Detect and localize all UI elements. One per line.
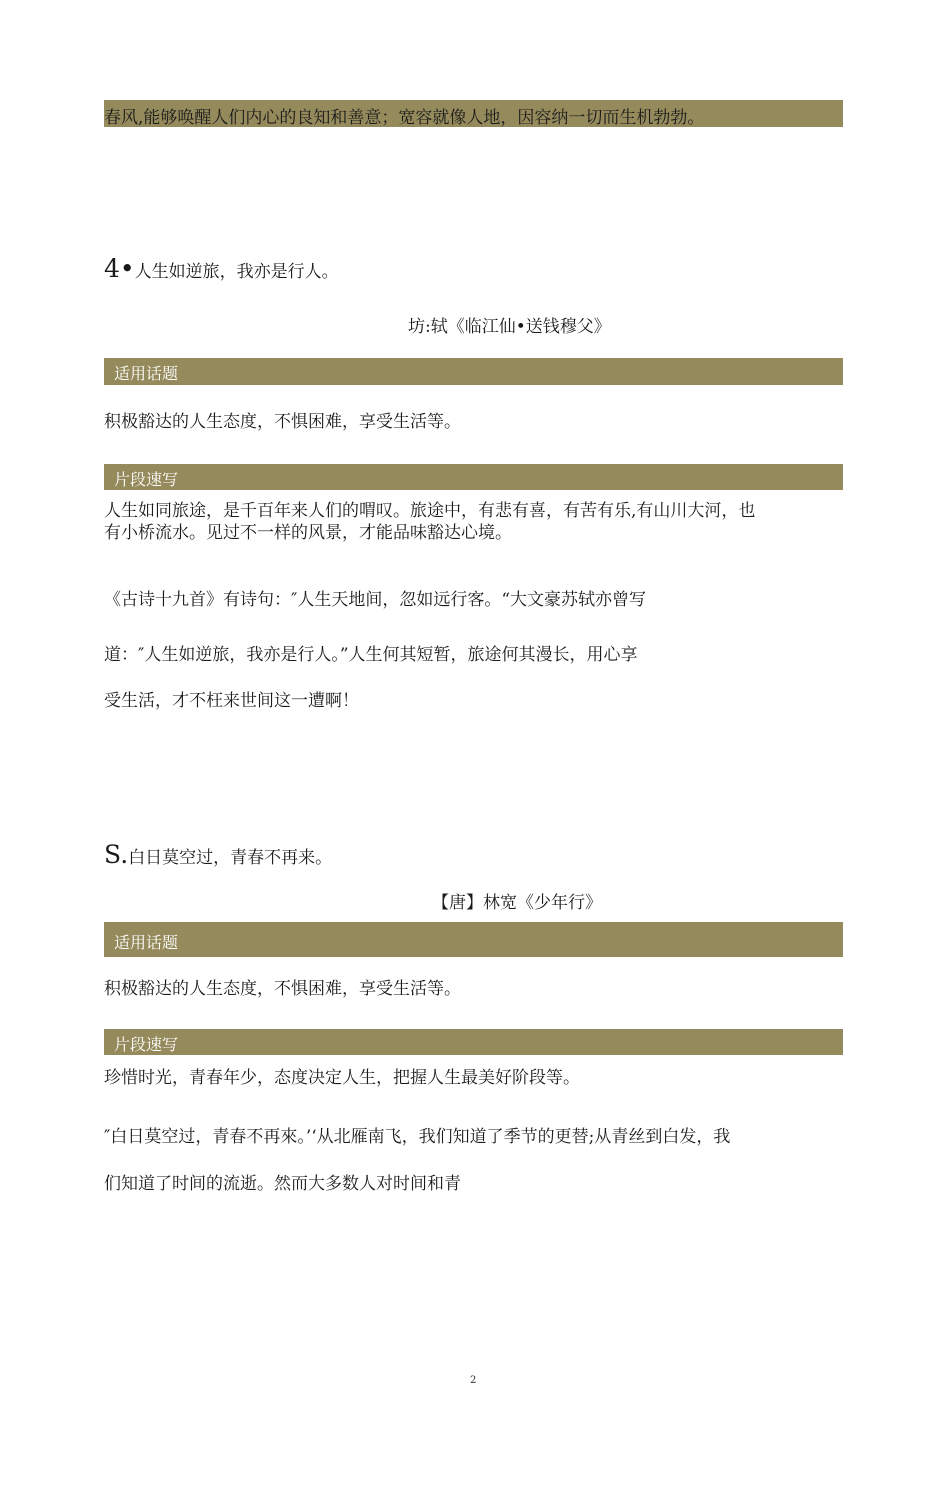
- section5-heading: [104, 840, 332, 869]
- section5-paragraph-line-1: ″白日莫空过，青春不再來。’‘从北雁南飞，我们知道了季节的更替;从青丝到白发，我: [104, 1127, 731, 1147]
- section4-paragraph-line-3: 受生活，才不枉来世间这一遭啊！: [104, 691, 359, 711]
- section4-source: 坊:轼《临江仙•送钱穆父》: [408, 317, 611, 337]
- section5-snippet-label: 片段速写: [114, 1035, 179, 1054]
- section4-topic-label: 适用话题: [114, 364, 179, 383]
- section5-quote: 白日莫空过，青春不再来。: [128, 848, 333, 868]
- intro-line: 春风,能够唤醒人们内心的良知和善意；宽容就像人地，因容纳一切而生机勃勃。: [104, 108, 705, 128]
- section4-snippet-band: [104, 464, 843, 490]
- section4-paragraph-line-1: 《古诗十九首》有诗句：″人生天地间，忽如远行客。“大文豪苏轼亦曾写: [104, 590, 647, 610]
- section5-snippet-text: 珍惜时光，青春年少，态度决定人生，把握人生最美好阶段等。: [104, 1068, 580, 1088]
- section4-snippet-line-2: 有小桥流水。见过不一样的风景，才能品味豁达心境。: [104, 523, 512, 543]
- section5-topic-label: 适用话题: [114, 933, 179, 952]
- section4-topic-text: 积极豁达的人生态度，不惧困难，享受生活等。: [104, 412, 461, 432]
- section5-number: S.: [104, 840, 129, 869]
- section4-paragraph-line-2: 道：″人生如逆旅，我亦是行人。”人生何其短暂，旅途何其漫长，用心享: [104, 645, 638, 665]
- section4-quote: 人生如逆旅，我亦是行人。: [134, 262, 339, 282]
- section4-number: 4•: [104, 254, 135, 283]
- section4-heading: [104, 254, 339, 283]
- section5-topic-text: 积极豁达的人生态度，不惧困难，享受生活等。: [104, 979, 461, 999]
- page-number: 2: [470, 1375, 477, 1386]
- section5-topic-band: [104, 922, 843, 957]
- section5-snippet-band: [104, 1029, 843, 1055]
- intro-highlight-band: [104, 100, 843, 127]
- section4-snippet-line-1: 人生如同旅途，是千百年来人们的喟叹。旅途中，有悲有喜，有苦有乐,有山川大河，也: [104, 501, 756, 521]
- section5-paragraph-line-2: 们知道了时间的流逝。然而大多数人对时间和青: [104, 1174, 461, 1194]
- section5-source: 【唐】林宽《少年行》: [432, 893, 602, 913]
- section4-topic-band: [104, 358, 843, 385]
- section4-snippet-label: 片段速写: [114, 470, 179, 489]
